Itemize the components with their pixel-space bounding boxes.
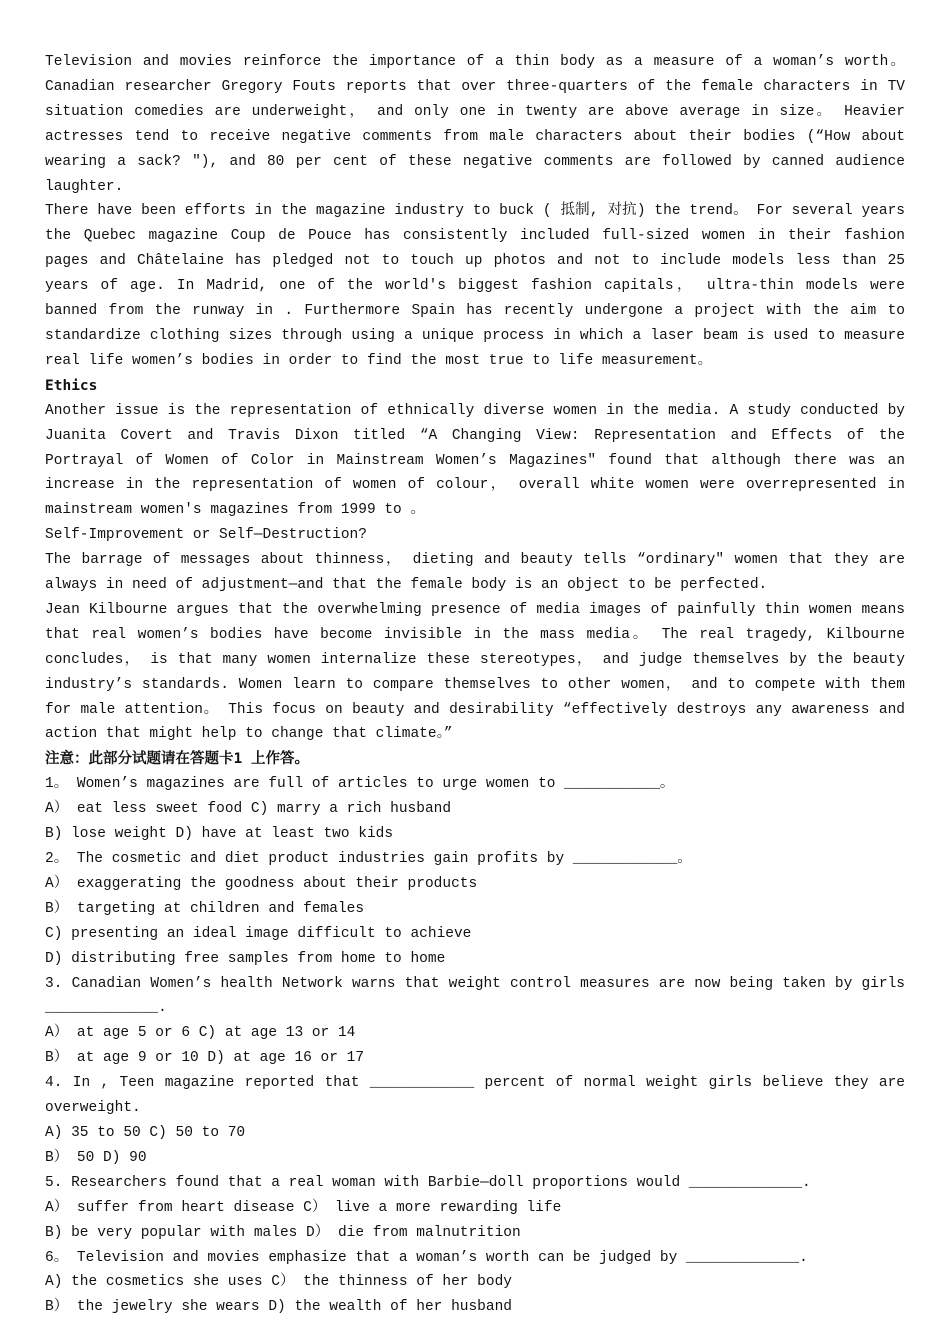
question-5 (45, 1171, 905, 1246)
question-stem: 5. Researchers found that a real woman with Barbie—doll proportions would _____________. (45, 1174, 811, 1191)
question-2 (45, 847, 905, 972)
question-3 (45, 972, 905, 1072)
question-stem: 6。 Television and movies emphasize that a woman’s worth can be judged by _____________. (45, 1249, 808, 1266)
question-option-line: D) distributing free samples from home to home (45, 950, 446, 967)
question-stem: 3. Canadian Women’s health Network warns that weight control measures are now being taken by girls _____________. (45, 975, 905, 1017)
paragraph-ethics: Another issue is the representation of ethnically diverse women in the media. A study conducted by Juanita Covert and Travis Dixon titled “A Changing View: Representation and Effects of the Portrayal of Women of Color in Mainstream Women’s Magazines" found that although there was an increase in the representation of women of colour， overall white women were overrepresented in mainstream women's magazines from 1999 to 。 (45, 402, 905, 519)
question-1 (45, 772, 905, 847)
question-option-line: B) lose weight D) have at least two kids (45, 826, 394, 843)
question-option-line: A） eat less sweet food C) marry a rich husband (45, 801, 452, 818)
question-stem: 1。 Women’s magazines are full of articles to urge women to ___________。 (45, 776, 675, 793)
question-option-line: C) presenting an ideal image difficult to achieve (45, 925, 472, 942)
question-option-line: B） 50 D) 90 (45, 1149, 147, 1166)
question-4 (45, 1071, 905, 1171)
question-option-line: A) 35 to 50 C) 50 to 70 (45, 1124, 246, 1141)
paragraph-kilbourne: Jean Kilbourne argues that the overwhelming presence of media images of painfully thin women means that real women’s bodies have become invisible in the mass media。 The real tragedy, Kilbourne concludes， is that many women internalize these stereotypes， and judge themselves by the beauty industry’s standards. Women learn to compare themselves to other women， and to compete with them for male attention。 This focus on beauty and desirability “effectively destroys any awareness and action that might help to change that climate。” (45, 601, 905, 743)
question-option-line: B) be very popular with males D） die from malnutrition (45, 1224, 521, 1241)
paragraph-tv-movies: Television and movies reinforce the importance of a thin body as a measure of a woman’s worth。 Canadian researcher Gregory Fouts reports that over three-quarters of the female characters in TV situation comedies are underweight， and only one in twenty are above average in size。 Heavier actresses tend to receive negative comments from male characters about their bodies (“How about wearing a sack? "), and 80 per cent of these negative comments are followed by canned audience laughter. (45, 54, 905, 195)
section-heading-self-improvement: Self-Improvement or Self—Destruction? (45, 527, 367, 544)
section-heading-ethics: Ethics (45, 377, 98, 394)
paragraph-barrage: The barrage of messages about thinness， dieting and beauty tells “ordinary" women that they are always in need of adjustment—and that the female body is an object to be perfected. (45, 552, 905, 594)
question-option-line: B） at age 9 or 10 D) at age 16 or 17 (45, 1050, 365, 1067)
question-option-line: B） the jewelry she wears D) the wealth of her husband (45, 1299, 512, 1316)
question-stem: 4. In , Teen magazine reported that ____________ percent of normal weight girls believe they are overweight. (45, 1075, 905, 1117)
question-option-line: A） at age 5 or 6 C) at age 13 or 14 (45, 1025, 356, 1042)
question-option-line: A） suffer from heart disease C） live a more rewarding life (45, 1199, 562, 1216)
question-6 (45, 1246, 905, 1321)
question-option-line: A） exaggerating the goodness about their products (45, 875, 478, 892)
question-stem: 2。 The cosmetic and diet product industries gain profits by ____________。 (45, 851, 692, 867)
answer-sheet-notice: 注意：此部分试题请在答题卡1 上作答。 (45, 751, 309, 768)
question-option-line: A) the cosmetics she uses C） the thinness of her body (45, 1274, 512, 1291)
question-option-line: B） targeting at children and females (45, 900, 365, 917)
paragraph-magazine-industry: There have been efforts in the magazine industry to buck ( 抵制, 对抗) the trend。 For several years the Quebec magazine Coup de Pouce has consistently included full-sized women in their fashion pages and Châtelaine has pledged not to touch up photos and not to include models less than 25 years of age. In Madrid, one of the world's biggest fashion capitals， ultra-thin models were banned from the runway in . Furthermore Spain has recently undergone a project with the aim to standardize clothing sizes through using a unique process in which a laser beam is used to measure real life women’s bodies in order to find the most true to life measurement。 (45, 203, 905, 369)
